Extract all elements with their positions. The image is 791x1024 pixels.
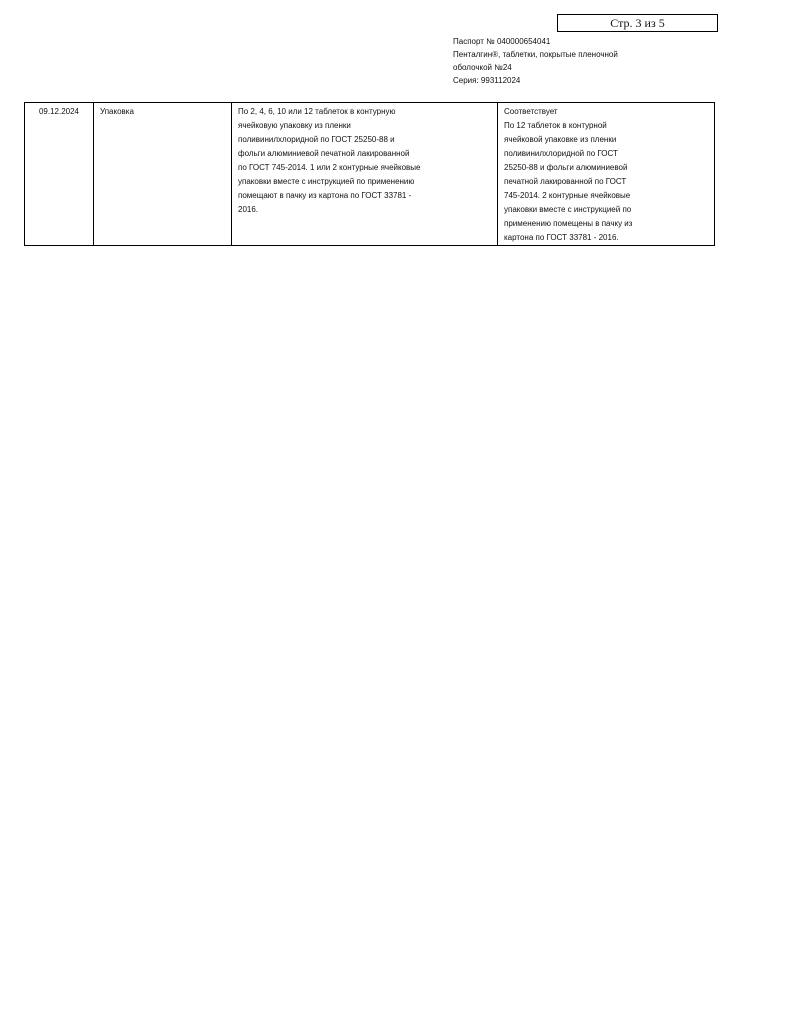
batch-series: Серия: 993112024 [453,76,521,85]
result-line: применению помещены в пачку из [504,219,633,228]
specification-table [24,102,715,246]
requirement-line: по ГОСТ 745-2014. 1 или 2 контурные ячейковые [238,163,421,172]
requirement-line: упаковки вместе с инструкцией по применению [238,177,415,186]
page-number-box: Стр. 3 из 5 [557,14,718,32]
passport-info [453,35,693,87]
requirement-line: помещают в пачку из картона по ГОСТ 33781 - [238,191,412,200]
result-line: упаковки вместе с инструкцией по [504,205,632,214]
requirement-cell [232,103,498,246]
result-line: Соответствует [504,107,558,116]
result-line: картона по ГОСТ 33781 - 2016. [504,233,619,242]
result-line: 25250-88 и фольги алюминиевой [504,163,628,172]
indicator-cell: Упаковка [94,103,232,246]
requirement-line: По 2, 4, 6, 10 или 12 таблеток в контурную [238,107,396,116]
table-row [25,103,715,246]
requirement-line: поливинилхлоридной по ГОСТ 25250-88 и [238,135,395,144]
result-line: По 12 таблеток в контурной [504,121,607,130]
requirement-line: 2016. [238,205,259,214]
result-line: ячейковой упаковке из пленки [504,135,617,144]
result-cell [498,103,715,246]
result-line: печатной лакированной по ГОСТ [504,177,627,186]
requirement-line: ячейковую упаковку из пленки [238,121,351,130]
passport-number: Паспорт № 040000654041 [453,37,551,46]
date-cell: 09.12.2024 [25,103,94,246]
product-name-line-1: Пенталгин®, таблетки, покрытые пленочной [453,50,618,59]
result-line: поливинилхлоридной по ГОСТ [504,149,618,158]
result-line: 745-2014. 2 контурные ячейковые [504,191,631,200]
requirement-line: фольги алюминиевой печатной лакированной [238,149,410,158]
product-name-line-2: оболочкой №24 [453,63,512,72]
